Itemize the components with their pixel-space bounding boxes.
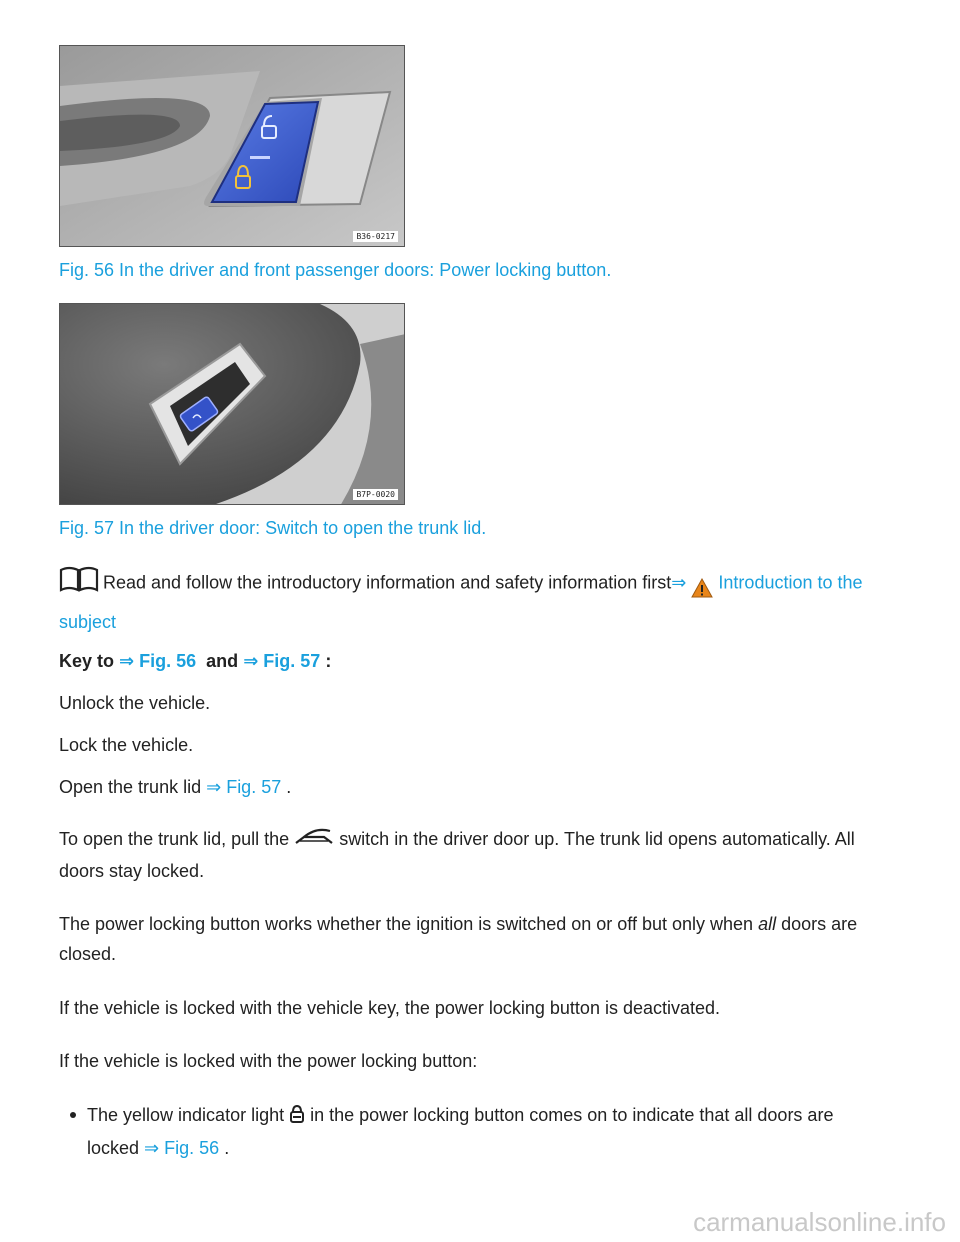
step-unlock: Unlock the vehicle. — [59, 693, 211, 713]
step3-link-fig57[interactable]: ⇒ Fig. 57 — [206, 777, 282, 797]
locked-with-button-paragraph: If the vehicle is locked with the power locking button: — [59, 1051, 478, 1071]
figure-code: B7P-0020 — [353, 489, 398, 500]
intro-link[interactable]: Introduction to the subject — [59, 572, 863, 633]
key-line: Key to ⇒ Fig. 56 and ⇒ Fig. 57 : — [59, 651, 332, 671]
step-lock: Lock the vehicle. — [59, 735, 194, 755]
trunk-paragraph: To open the trunk lid, pull the switch in the driver door up. The trunk lid opens automatically. All doors stay locked. — [59, 824, 904, 886]
lock-icon — [289, 1103, 305, 1133]
key-link-fig57[interactable]: ⇒ Fig. 57 — [243, 651, 321, 671]
figure-56-image — [59, 45, 405, 247]
step-open-trunk: Open the trunk lid ⇒ Fig. 57 . — [59, 777, 292, 797]
intro-paragraph — [59, 566, 904, 637]
watermark: carmanualsonline.info — [693, 1207, 946, 1237]
bullet-link-fig56[interactable]: ⇒ Fig. 56 — [144, 1138, 220, 1158]
figure-57-caption: Fig. 57 In the driver door: Switch to open the trunk lid. — [59, 518, 487, 538]
trunk-switch-illustration — [60, 304, 405, 505]
warning-triangle-icon — [691, 577, 713, 607]
intro-text: Read and follow the introductory information and safety information first — [103, 572, 672, 593]
figure-code: B36-0217 — [353, 231, 398, 242]
intro-arrow-link[interactable]: ⇒ — [671, 572, 687, 593]
figure-57-image — [59, 303, 405, 505]
book-icon — [59, 566, 99, 601]
key-link-fig56[interactable]: ⇒ Fig. 56 — [119, 651, 197, 671]
ignition-paragraph: The power locking button works whether the ignition is switched on or off but only when all doors are closed. — [59, 914, 858, 964]
list-item: The yellow indicator light in the power locking button comes on to indicate that all doors are locked ⇒ Fig. 56 . — [87, 1100, 897, 1163]
key-deactivated-paragraph: If the vehicle is locked with the vehicle key, the power locking button is deactivated. — [59, 998, 721, 1018]
door-handle-illustration — [60, 46, 405, 247]
figure-56-caption: Fig. 56 In the driver and front passenger doors: Power locking button. — [59, 260, 612, 280]
trunk-open-icon — [294, 825, 334, 856]
